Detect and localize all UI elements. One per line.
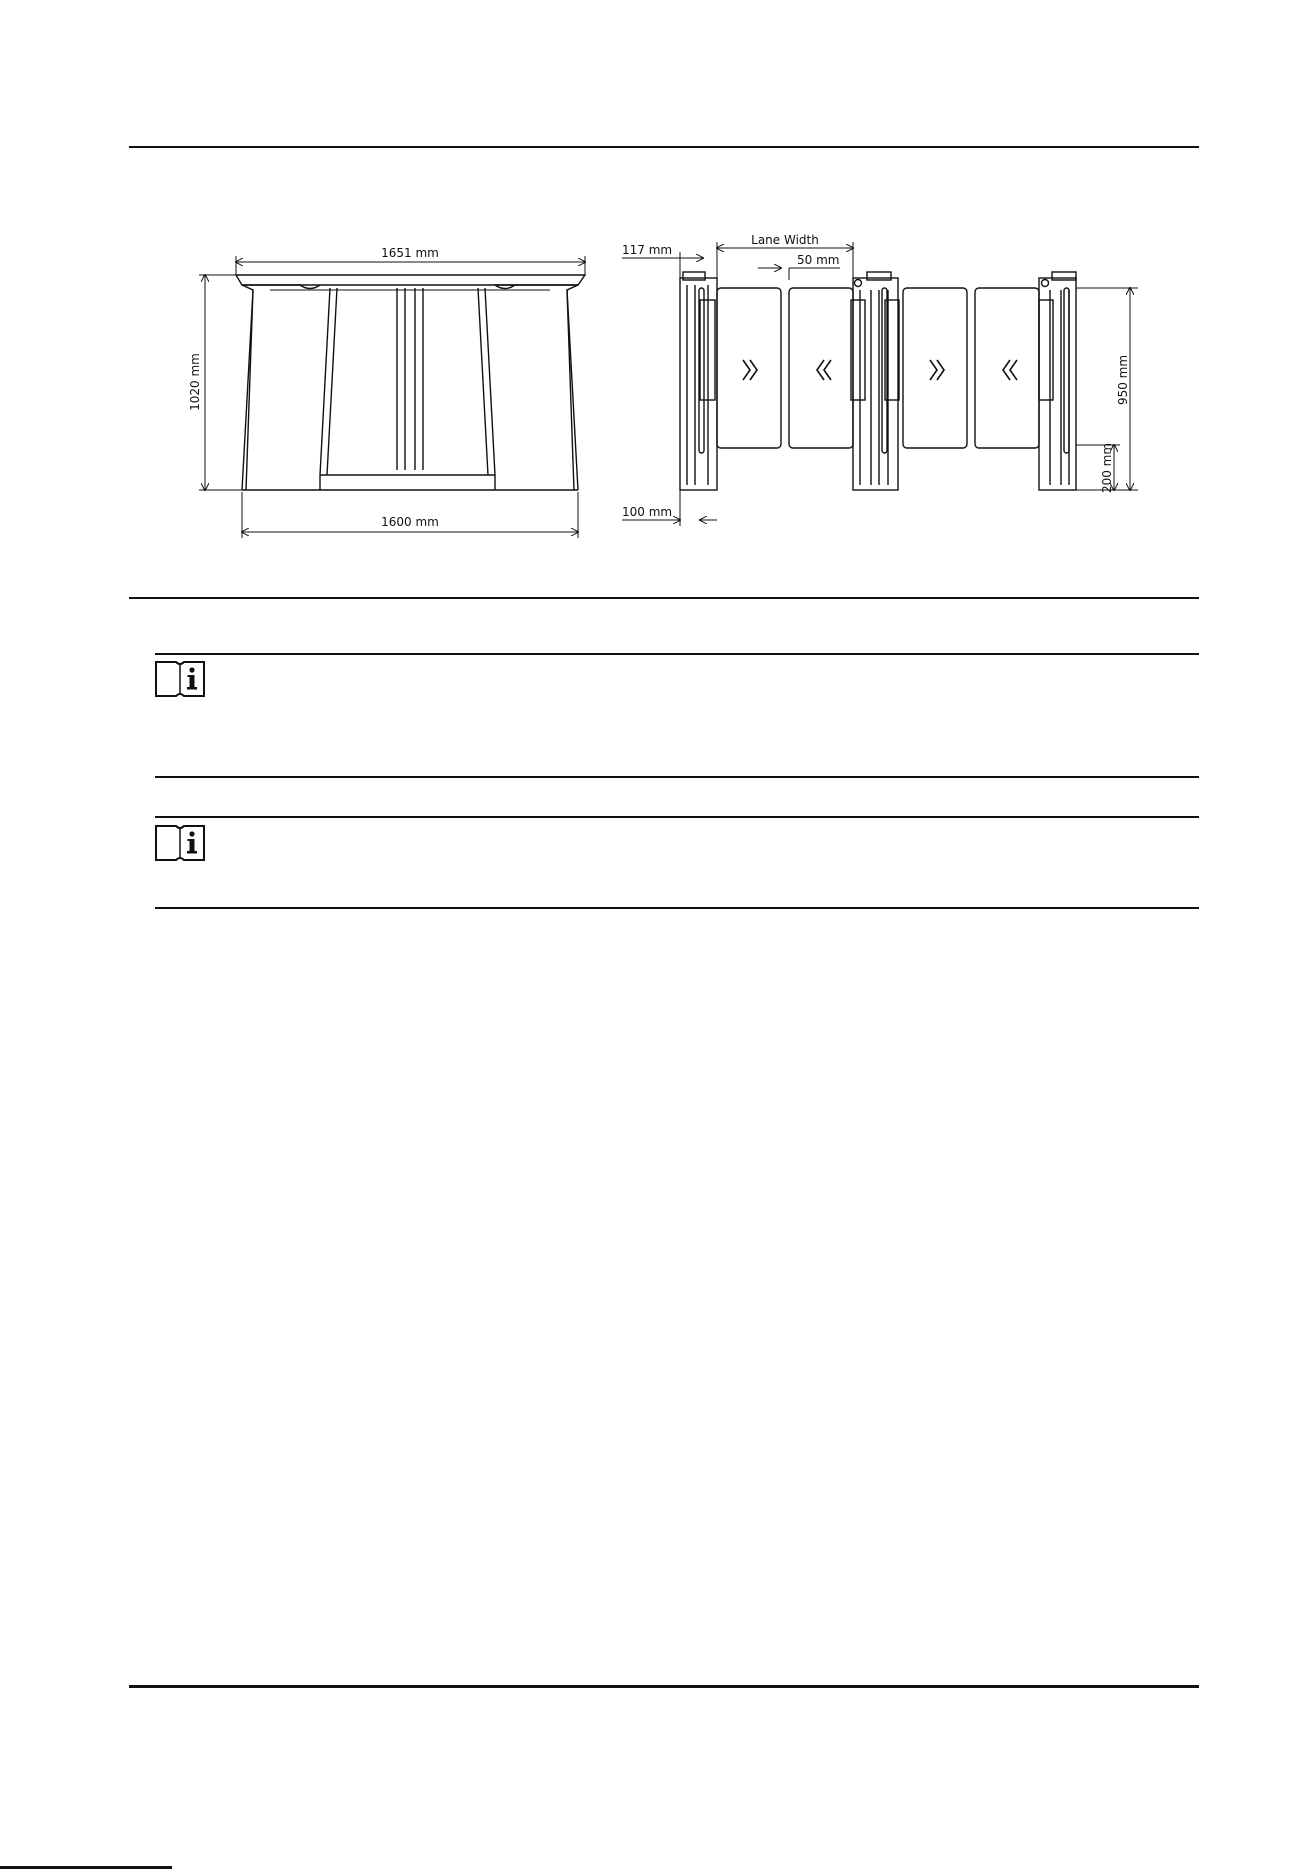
footer-rule	[129, 1685, 1199, 1688]
section-rule	[129, 597, 1199, 599]
note-top-rule	[155, 816, 1199, 818]
front-height-label: 1020 mm	[188, 353, 202, 411]
front-bottom-width-label: 1600 mm	[381, 515, 439, 529]
note-bottom-rule	[155, 907, 1199, 909]
side-height-label: 950 mm	[1116, 354, 1130, 406]
header-rule	[129, 146, 1199, 148]
gap-label: 50 mm	[797, 253, 840, 267]
base-offset-label: 100 mm	[622, 505, 673, 519]
lane-width-label: Lane Width	[751, 233, 819, 247]
manual-info-icon	[154, 659, 206, 699]
side-view	[680, 272, 1076, 490]
note-top-rule	[155, 653, 1199, 655]
low-height-label: 200 mm	[1100, 442, 1114, 494]
note-bottom-rule	[155, 776, 1199, 778]
manual-info-icon	[154, 823, 206, 863]
pillar-width-label: 117 mm	[622, 243, 673, 257]
footer-edge-bar	[0, 1866, 172, 1869]
front-top-width-label: 1651 mm	[381, 246, 439, 260]
front-view	[236, 275, 585, 490]
